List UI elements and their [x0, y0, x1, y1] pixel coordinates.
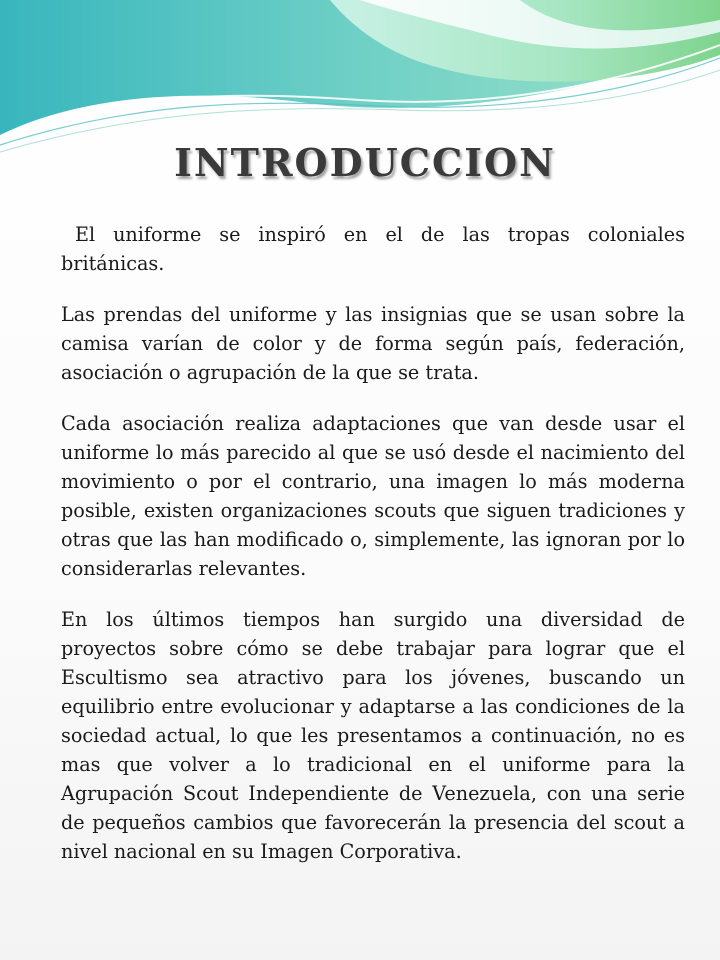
paragraph: Cada asociación realiza adaptaciones que van desde usar el uniforme lo más parecido al que se usó desde el nacimiento del movimiento o por el contrario, una imagen lo más moderna posible, existen organizaciones scouts que siguen tradiciones y otras que las han modificado o, simplemente, las ignoran por lo considerarlas relevantes.	[61, 412, 685, 580]
body-text	[61, 220, 685, 888]
paragraph: El uniforme se inspiró en el de las tropas coloniales británicas.	[61, 223, 685, 275]
paragraph: Las prendas del uniforme y las insignias que se usan sobre la camisa varían de color y de forma según país, federación, asociación o agrupación de la que se trata.	[61, 303, 685, 384]
page-title: INTRODUCCION	[174, 140, 556, 185]
wave-decoration	[0, 0, 720, 160]
paragraph: En los últimos tiempos han surgido una diversidad de proyectos sobre cómo se debe trabajar para lograr que el Escultismo sea atractivo para los jóvenes, buscando un equilibrio entre evolucionar y adaptarse a las condiciones de la sociedad actual, lo que les presentamos a continuación, no es mas que volver a lo tradicional en el uniforme para la Agrupación Scout Independiente de Venezuela, con una serie de pequeños cambios que favorecerán la presencia del scout a nivel nacional en su Imagen Corporativa.	[61, 608, 685, 863]
